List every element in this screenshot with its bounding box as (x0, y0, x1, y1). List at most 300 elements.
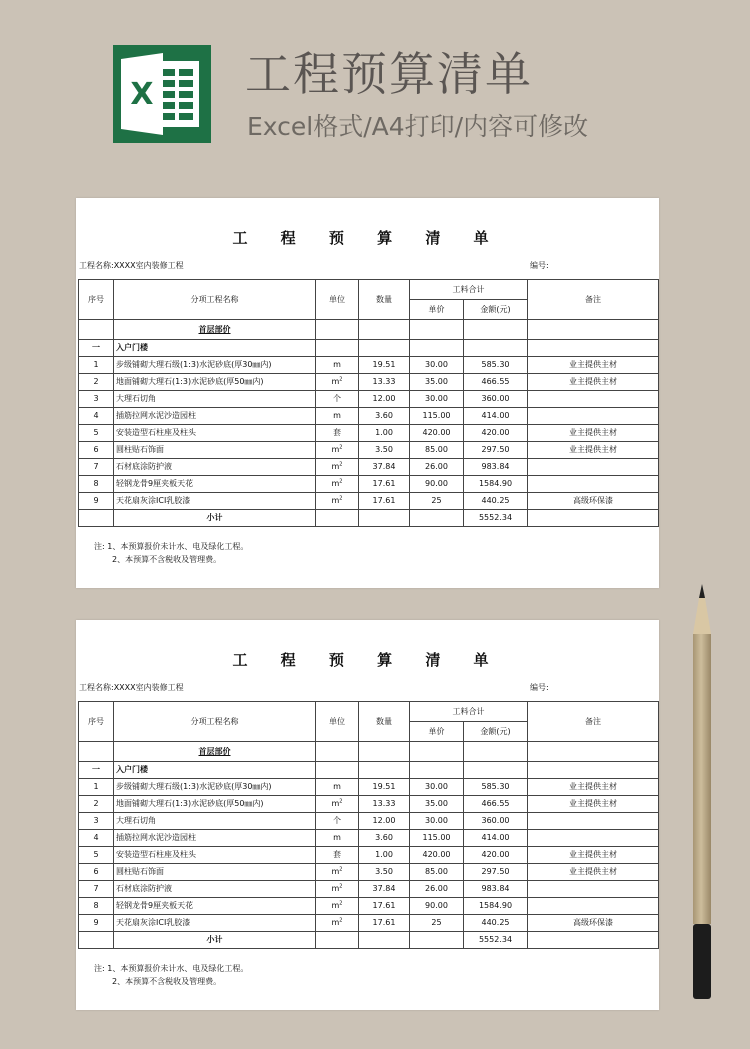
col-header-item: 分项工程名称 (114, 280, 316, 320)
notes (94, 540, 248, 566)
row-unit-text: m (331, 918, 340, 927)
row-qty (359, 847, 410, 864)
row-item-name-text: 安装造型石柱座及柱头 (116, 850, 196, 859)
row-item-name-text: 圆柱贴石饰面 (116, 867, 164, 876)
row-item-name-text: 天花扇灰涂ICI乳胶漆 (116, 496, 191, 505)
row-price (410, 779, 464, 796)
row-seq-text: 9 (93, 496, 99, 505)
row-unit (316, 442, 359, 459)
row-remark (528, 442, 659, 459)
row-qty (359, 374, 410, 391)
table-row (79, 391, 659, 408)
subtotal-label: 小计 (114, 510, 316, 527)
table-rows (79, 779, 659, 932)
row-unit (316, 796, 359, 813)
row-seq (79, 847, 114, 864)
row-amount-text: 983.84 (481, 462, 510, 471)
row-price (410, 898, 464, 915)
row-qty-text: 17.61 (372, 496, 396, 505)
row-price (410, 408, 464, 425)
row-unit (316, 493, 359, 510)
row-seq (79, 898, 114, 915)
row-unit (316, 425, 359, 442)
row-price (410, 425, 464, 442)
row-price-text: 35.00 (425, 377, 448, 386)
row-item-name (114, 425, 316, 442)
row-price-text: 25 (431, 918, 442, 927)
row-price-text: 115.00 (422, 411, 451, 420)
row-amount-text: 360.00 (481, 816, 510, 825)
row-unit-text: m (333, 360, 341, 369)
table-row (79, 493, 659, 510)
row-amount (464, 425, 528, 442)
row-seq-text: 1 (93, 782, 99, 791)
row-amount (464, 864, 528, 881)
table-row (79, 425, 659, 442)
row-qty-text: 3.60 (375, 833, 393, 842)
row-unit (316, 864, 359, 881)
row-remark (528, 476, 659, 493)
row-seq (79, 493, 114, 510)
row-unit (316, 898, 359, 915)
row-seq-text: 3 (93, 816, 99, 825)
row-item-name (114, 391, 316, 408)
row-price (410, 915, 464, 932)
row-remark (528, 459, 659, 476)
col-header-remark: 备注 (528, 702, 659, 742)
row-unit (316, 408, 359, 425)
table-row (79, 830, 659, 847)
row-price-text: 115.00 (422, 833, 451, 842)
row-amount (464, 408, 528, 425)
row-item-name (114, 881, 316, 898)
row-unit-text: m (331, 445, 340, 454)
page-subtitle: Excel格式/A4打印/内容可修改 (247, 112, 589, 141)
note-2: 2、本预算不含税收及管理费。 (112, 977, 222, 986)
unit-superscript: 2 (339, 900, 343, 907)
row-qty (359, 881, 410, 898)
section-row (114, 742, 316, 762)
sheet-preview-2 (76, 620, 659, 1010)
row-remark (528, 408, 659, 425)
unit-superscript: 2 (339, 478, 343, 485)
row-unit (316, 374, 359, 391)
row-qty (359, 442, 410, 459)
row-item-name (114, 830, 316, 847)
subsection-seq: 一 (79, 762, 114, 779)
row-unit (316, 476, 359, 493)
row-amount (464, 459, 528, 476)
row-price-text: 30.00 (425, 782, 448, 791)
row-item-name-text: 轻钢龙骨9厘夹板天花 (116, 901, 194, 910)
table-row (79, 796, 659, 813)
row-qty-text: 37.84 (372, 884, 396, 893)
unit-superscript: 2 (339, 798, 343, 805)
row-price (410, 847, 464, 864)
subsection-seq: 一 (79, 340, 114, 357)
row-qty-text: 13.33 (372, 799, 396, 808)
col-header-qty: 数量 (359, 280, 410, 320)
row-seq (79, 408, 114, 425)
row-item-name (114, 915, 316, 932)
row-remark-text: 业主提供主材 (569, 850, 617, 859)
row-unit-text: m (331, 799, 340, 808)
unit-superscript: 2 (339, 495, 343, 502)
row-qty (359, 459, 410, 476)
budget-table (78, 279, 659, 527)
row-item-name (114, 476, 316, 493)
row-unit (316, 915, 359, 932)
row-amount-text: 983.84 (481, 884, 510, 893)
row-price-text: 85.00 (425, 445, 448, 454)
row-amount-text: 466.55 (481, 377, 510, 386)
row-remark-text: 业主提供主材 (569, 799, 617, 808)
row-seq (79, 813, 114, 830)
row-item-name (114, 442, 316, 459)
subsection-name: 入户门楼 (114, 340, 316, 357)
row-amount (464, 391, 528, 408)
unit-superscript: 2 (339, 444, 343, 451)
row-item-name-text: 大理石切角 (116, 816, 156, 825)
row-remark-text: 高级环保漆 (573, 918, 613, 927)
row-item-name (114, 408, 316, 425)
row-price (410, 864, 464, 881)
row-seq-text: 7 (93, 884, 99, 893)
row-price (410, 476, 464, 493)
row-amount (464, 493, 528, 510)
table-row (79, 779, 659, 796)
row-qty (359, 898, 410, 915)
row-qty-text: 37.84 (372, 462, 396, 471)
row-qty-text: 12.00 (372, 816, 396, 825)
subtotal-amount: 5552.34 (464, 510, 528, 527)
row-price (410, 493, 464, 510)
row-qty (359, 779, 410, 796)
row-qty-text: 17.61 (372, 479, 396, 488)
row-remark (528, 847, 659, 864)
pencil-icon (686, 584, 718, 1004)
row-remark (528, 813, 659, 830)
col-header-seq: 序号 (79, 280, 114, 320)
table-row (79, 881, 659, 898)
row-qty (359, 813, 410, 830)
table-rows (79, 357, 659, 510)
row-qty (359, 357, 410, 374)
row-price (410, 796, 464, 813)
row-item-name (114, 357, 316, 374)
document-number: 编号: (530, 261, 549, 270)
row-remark-text: 业主提供主材 (569, 360, 617, 369)
row-qty (359, 493, 410, 510)
row-seq (79, 779, 114, 796)
row-seq (79, 864, 114, 881)
row-amount-text: 360.00 (481, 394, 510, 403)
document-number: 编号: (530, 683, 549, 692)
col-header-amount: 金额(元) (464, 722, 528, 742)
row-price-text: 90.00 (425, 901, 448, 910)
row-amount-text: 440.25 (481, 918, 510, 927)
row-amount-text: 1584.90 (478, 901, 513, 910)
row-unit-text: m (331, 867, 340, 876)
row-remark-text: 业主提供主材 (569, 782, 617, 791)
row-amount-text: 297.50 (481, 445, 510, 454)
row-item-name (114, 864, 316, 881)
row-unit-text: 个 (333, 394, 341, 403)
unit-superscript: 2 (339, 917, 343, 924)
section-title: 首层部价 (198, 325, 231, 334)
row-seq (79, 915, 114, 932)
row-item-name (114, 796, 316, 813)
row-amount (464, 898, 528, 915)
row-qty-text: 3.50 (375, 867, 393, 876)
note-2: 2、本预算不含税收及管理费。 (112, 555, 222, 564)
col-header-price: 单价 (410, 300, 464, 320)
row-seq-text: 8 (93, 901, 99, 910)
row-price (410, 374, 464, 391)
row-remark (528, 357, 659, 374)
row-amount (464, 813, 528, 830)
row-remark (528, 864, 659, 881)
note-1: 注: 1、本预算报价未计水、电及绿化工程。 (94, 964, 249, 973)
row-qty (359, 864, 410, 881)
row-amount (464, 779, 528, 796)
row-seq (79, 459, 114, 476)
row-qty-text: 3.60 (375, 411, 393, 420)
row-remark (528, 493, 659, 510)
row-seq-text: 6 (93, 867, 99, 876)
row-seq-text: 7 (93, 462, 99, 471)
row-item-name-text: 石材底涂防护液 (116, 462, 172, 471)
row-item-name-text: 大理石切角 (116, 394, 156, 403)
table-row (79, 898, 659, 915)
row-amount-text: 414.00 (481, 833, 510, 842)
row-qty-text: 13.33 (372, 377, 396, 386)
row-remark-text: 业主提供主材 (569, 377, 617, 386)
table-row (79, 476, 659, 493)
col-header-unit: 单位 (316, 280, 359, 320)
row-amount-text: 297.50 (481, 867, 510, 876)
row-qty (359, 476, 410, 493)
section-row (114, 320, 316, 340)
row-seq (79, 830, 114, 847)
row-item-name-text: 步级铺砌大理石级(1:3)水泥砂底(厚30㎜内) (116, 782, 272, 791)
excel-logo-icon (113, 45, 211, 143)
row-seq (79, 425, 114, 442)
sheet-preview-1 (76, 198, 659, 588)
row-price-text: 30.00 (425, 360, 448, 369)
row-qty (359, 915, 410, 932)
row-price (410, 830, 464, 847)
row-qty-text: 17.61 (372, 918, 396, 927)
row-seq-text: 5 (93, 428, 99, 437)
col-header-unit: 单位 (316, 702, 359, 742)
table-row (79, 357, 659, 374)
row-item-name-text: 安装造型石柱座及柱头 (116, 428, 196, 437)
table-row (79, 408, 659, 425)
row-unit-text: 个 (333, 816, 341, 825)
row-price (410, 357, 464, 374)
row-seq-text: 1 (93, 360, 99, 369)
row-price (410, 442, 464, 459)
table-row (79, 813, 659, 830)
row-seq (79, 476, 114, 493)
row-item-name-text: 插筋拉网水泥沙造园柱 (116, 833, 196, 842)
budget-table (78, 701, 659, 949)
row-item-name-text: 地面铺砌大理石(1:3)水泥砂底(厚50㎜内) (116, 799, 264, 808)
row-remark (528, 881, 659, 898)
row-qty-text: 3.50 (375, 445, 393, 454)
row-price (410, 459, 464, 476)
row-unit-text: m (333, 411, 341, 420)
note-1: 注: 1、本预算报价未计水、电及绿化工程。 (94, 542, 249, 551)
row-unit (316, 830, 359, 847)
row-qty (359, 425, 410, 442)
project-name: 工程名称:XXXX室内装修工程 (79, 683, 184, 692)
row-amount-text: 440.25 (481, 496, 510, 505)
col-header-price: 单价 (410, 722, 464, 742)
row-unit (316, 779, 359, 796)
row-price-text: 26.00 (425, 462, 448, 471)
row-amount (464, 830, 528, 847)
row-amount (464, 915, 528, 932)
row-seq-text: 8 (93, 479, 99, 488)
row-seq (79, 881, 114, 898)
row-item-name-text: 轻钢龙骨9厘夹板天花 (116, 479, 194, 488)
notes (94, 962, 248, 988)
row-unit (316, 357, 359, 374)
row-item-name (114, 459, 316, 476)
row-seq-text: 4 (93, 833, 99, 842)
row-amount-text: 420.00 (481, 428, 510, 437)
row-qty (359, 391, 410, 408)
row-unit-text: 套 (333, 850, 341, 859)
row-seq-text: 6 (93, 445, 99, 454)
project-name: 工程名称:XXXX室内装修工程 (79, 261, 184, 270)
subsection-name: 入户门楼 (114, 762, 316, 779)
col-header-group: 工料合计 (410, 280, 528, 300)
row-remark (528, 779, 659, 796)
row-seq (79, 796, 114, 813)
col-header-qty: 数量 (359, 702, 410, 742)
row-price-text: 26.00 (425, 884, 448, 893)
row-remark-text: 高级环保漆 (573, 496, 613, 505)
row-amount (464, 796, 528, 813)
row-item-name-text: 步级铺砌大理石级(1:3)水泥砂底(厚30㎜内) (116, 360, 272, 369)
row-amount-text: 1584.90 (478, 479, 513, 488)
row-unit (316, 881, 359, 898)
row-unit-text: m (331, 479, 340, 488)
page-title: 工程预算清单 (245, 47, 533, 101)
row-unit (316, 391, 359, 408)
row-remark (528, 796, 659, 813)
table-row (79, 915, 659, 932)
row-qty-text: 1.00 (375, 850, 393, 859)
document-title: 工 程 预 算 清 单 (232, 651, 503, 669)
row-unit-text: 套 (333, 428, 341, 437)
row-amount (464, 357, 528, 374)
row-unit-text: m (333, 833, 341, 842)
row-item-name-text: 石材底涂防护液 (116, 884, 172, 893)
row-price-text: 90.00 (425, 479, 448, 488)
row-qty (359, 796, 410, 813)
row-unit-text: m (331, 462, 340, 471)
table-row (79, 847, 659, 864)
col-header-seq: 序号 (79, 702, 114, 742)
row-item-name-text: 天花扇灰涂ICI乳胶漆 (116, 918, 191, 927)
row-price (410, 813, 464, 830)
row-unit-text: m (331, 901, 340, 910)
row-qty (359, 830, 410, 847)
row-remark-text: 业主提供主材 (569, 445, 617, 454)
row-remark (528, 425, 659, 442)
row-amount (464, 442, 528, 459)
row-seq-text: 4 (93, 411, 99, 420)
row-seq-text: 2 (93, 799, 99, 808)
row-price-text: 85.00 (425, 867, 448, 876)
unit-superscript: 2 (339, 866, 343, 873)
row-item-name (114, 779, 316, 796)
row-item-name-text: 地面铺砌大理石(1:3)水泥砂底(厚50㎜内) (116, 377, 264, 386)
unit-superscript: 2 (339, 376, 343, 383)
row-unit-text: m (331, 496, 340, 505)
row-seq-text: 5 (93, 850, 99, 859)
row-price (410, 391, 464, 408)
unit-superscript: 2 (339, 461, 343, 468)
row-item-name (114, 493, 316, 510)
row-item-name (114, 847, 316, 864)
row-amount-text: 420.00 (481, 850, 510, 859)
row-item-name (114, 374, 316, 391)
col-header-amount: 金额(元) (464, 300, 528, 320)
row-seq (79, 374, 114, 391)
row-qty-text: 1.00 (375, 428, 393, 437)
row-price-text: 30.00 (425, 816, 448, 825)
col-header-remark: 备注 (528, 280, 659, 320)
row-item-name (114, 813, 316, 830)
section-title: 首层部价 (198, 747, 231, 756)
row-price-text: 25 (431, 496, 442, 505)
excel-logo-letter: X (130, 77, 154, 112)
row-amount (464, 476, 528, 493)
row-unit-text: m (331, 884, 340, 893)
row-remark (528, 830, 659, 847)
row-price (410, 881, 464, 898)
row-item-name (114, 898, 316, 915)
table-row (79, 459, 659, 476)
row-qty-text: 19.51 (372, 782, 396, 791)
row-unit-text: m (333, 782, 341, 791)
row-remark (528, 915, 659, 932)
row-seq-text: 2 (93, 377, 99, 386)
row-amount-text: 414.00 (481, 411, 510, 420)
row-unit (316, 813, 359, 830)
row-amount-text: 585.30 (481, 360, 510, 369)
row-item-name-text: 圆柱贴石饰面 (116, 445, 164, 454)
row-qty-text: 17.61 (372, 901, 396, 910)
row-qty-text: 12.00 (372, 394, 396, 403)
row-amount (464, 881, 528, 898)
row-remark (528, 391, 659, 408)
row-price-text: 420.00 (422, 428, 451, 437)
row-qty (359, 408, 410, 425)
subtotal-label: 小计 (114, 932, 316, 949)
col-header-item: 分项工程名称 (114, 702, 316, 742)
row-seq-text: 9 (93, 918, 99, 927)
row-amount (464, 847, 528, 864)
row-remark-text: 业主提供主材 (569, 867, 617, 876)
row-amount (464, 374, 528, 391)
row-remark (528, 898, 659, 915)
